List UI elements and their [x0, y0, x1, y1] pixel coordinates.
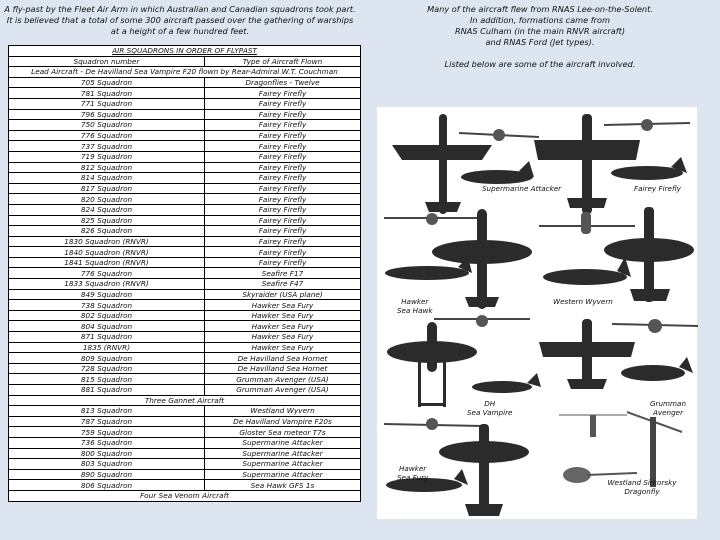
squadron-cell: 796 Squadron [9, 109, 205, 120]
table-row [9, 427, 361, 438]
label-hawker-sea-fury: Hawker Sea Fury [397, 464, 429, 482]
table-row [9, 342, 361, 353]
supermarine-attacker-side-icon [459, 159, 539, 187]
table-row [9, 363, 361, 374]
table-row [9, 98, 361, 109]
label-hawker-sea-hawk: Hawker Sea Hawk [397, 297, 433, 315]
aircraft-cell: Dragonflies - Twelve [205, 77, 361, 88]
squadron-cell: 1833 Squadron (RNVR) [9, 279, 205, 290]
table-row [9, 310, 361, 321]
fairey-firefly-side-icon [607, 155, 692, 185]
squadron-cell: 806 Squadron [9, 480, 205, 491]
aircraft-cell: Grumman Avenger (USA) [205, 385, 361, 396]
squadron-cell: 1840 Squadron (RNVR) [9, 247, 205, 258]
aircraft-cell: Supermarine Attacker [205, 459, 361, 470]
column-header-aircraft: Type of Aircraft Flown [205, 56, 361, 67]
squadron-cell: 826 Squadron [9, 226, 205, 237]
table-row [9, 130, 361, 141]
squadron-cell: 803 Squadron [9, 459, 205, 470]
squadron-cell: 825 Squadron [9, 215, 205, 226]
westland-wyvern-side-icon [537, 255, 632, 290]
squadron-table [8, 45, 361, 502]
column-header-squadron: Squadron number [9, 56, 205, 67]
table-row [9, 204, 361, 215]
squadron-cell: 1830 Squadron (RNVR) [9, 236, 205, 247]
aircraft-cell: Supermarine Attacker [205, 437, 361, 448]
aircraft-cell: Sea Hawk GFS 1s [205, 480, 361, 491]
squadron-cell: 849 Squadron [9, 289, 205, 300]
squadron-cell: 728 Squadron [9, 363, 205, 374]
intro-right-text [360, 4, 720, 70]
intro-line: Many of the aircraft flew from RNAS Lee-on-the-Solent. [427, 4, 653, 14]
table-row [9, 109, 361, 120]
venom-row: Four Sea Venom Aircraft [9, 490, 361, 501]
squadron-cell: 776 Squadron [9, 268, 205, 279]
table-row [9, 88, 361, 99]
aircraft-cell: Fairey Firefly [205, 141, 361, 152]
table-row [9, 332, 361, 343]
hawker-sea-hawk-side-icon [382, 255, 477, 285]
table-row [9, 268, 361, 279]
squadron-cell: 871 Squadron [9, 332, 205, 343]
aircraft-cell: Fairey Firefly [205, 173, 361, 184]
table-row [9, 353, 361, 364]
intro-line: It is believed that a total of some 300 aircraft passed over the gathering of warships [6, 15, 354, 25]
aircraft-cell: De Havilland Sea Hornet [205, 353, 361, 364]
aircraft-cell: Fairey Firefly [205, 109, 361, 120]
squadron-cell: 737 Squadron [9, 141, 205, 152]
table-row [9, 151, 361, 162]
aircraft-cell: Fairey Firefly [205, 215, 361, 226]
label-fairey-firefly: Fairey Firefly [634, 184, 681, 193]
intro-line: A fly-past by the Fleet Air Arm in which Australian and Canadian squadrons took part. [4, 4, 356, 14]
squadron-cell: 787 Squadron [9, 416, 205, 427]
dh-sea-vampire-side-icon [467, 371, 547, 401]
squadron-cell: 1835 (RNVR) [9, 342, 205, 353]
table-row [9, 490, 361, 501]
lead-aircraft-row: Lead Aircraft - De Havilland Sea Vampire F20 flown by Rear-Admiral W.T. Couchman [9, 67, 361, 78]
squadron-cell: 890 Squadron [9, 469, 205, 480]
squadron-cell: 802 Squadron [9, 310, 205, 321]
table-row [9, 236, 361, 247]
squadron-cell: 812 Squadron [9, 162, 205, 173]
label-dh-sea-vampire: DH Sea Vampire [467, 399, 513, 417]
aircraft-cell: Hawker Sea Fury [205, 310, 361, 321]
table-row [9, 448, 361, 459]
table-row [9, 77, 361, 88]
squadron-cell: 881 Squadron [9, 385, 205, 396]
squadron-cell: 738 Squadron [9, 300, 205, 311]
aircraft-cell: Gloster Sea meteor T7s [205, 427, 361, 438]
table-title: AIR SQUADRONS IN ORDER OF FLYPAST [9, 46, 361, 57]
intro-line: at a height of a few hundred feet. [110, 26, 250, 36]
squadron-cell: 736 Squadron [9, 437, 205, 448]
squadron-cell: 804 Squadron [9, 321, 205, 332]
intro-line: RNAS Culham (in the main RNVR aircraft) [454, 26, 626, 36]
table-row [9, 194, 361, 205]
table-row [9, 120, 361, 131]
aircraft-cell: Fairey Firefly [205, 226, 361, 237]
intro-line: In addition, formations came from [470, 15, 610, 25]
table-row [9, 416, 361, 427]
fairey-firefly-front-icon [602, 109, 692, 139]
aircraft-cell: Fairey Firefly [205, 98, 361, 109]
table-row [9, 173, 361, 184]
aircraft-cell: Fairey Firefly [205, 130, 361, 141]
squadron-cell: 820 Squadron [9, 194, 205, 205]
supermarine-attacker-front-icon [457, 115, 542, 145]
table-row [9, 247, 361, 258]
aircraft-cell: Fairey Firefly [205, 162, 361, 173]
intro-line: and RNAS Ford (Jet types). [485, 37, 595, 47]
squadron-cell: 750 Squadron [9, 120, 205, 131]
squadron-cell: 771 Squadron [9, 98, 205, 109]
gannet-row: Three Gannet Aircraft [9, 395, 361, 406]
aircraft-cell: Hawker Sea Fury [205, 321, 361, 332]
aircraft-cell: Westland Wyvern [205, 406, 361, 417]
table-row [9, 406, 361, 417]
table-row [9, 141, 361, 152]
table-row [9, 469, 361, 480]
aircraft-cell: Fairey Firefly [205, 183, 361, 194]
table-row [9, 257, 361, 268]
table-row [9, 162, 361, 173]
squadron-cell: 776 Squadron [9, 130, 205, 141]
table-row [9, 385, 361, 396]
aircraft-cell: Hawker Sea Fury [205, 300, 361, 311]
aircraft-cell: Fairey Firefly [205, 257, 361, 268]
squadron-cell: 719 Squadron [9, 151, 205, 162]
table-row [9, 437, 361, 448]
table-row [9, 215, 361, 226]
label-westland-dragonfly: Westland Sirkorsky Dragonfly [607, 478, 677, 496]
aircraft-cell: Skyraider (USA plane) [205, 289, 361, 300]
squadron-cell: 813 Squadron [9, 406, 205, 417]
aircraft-cell: Fairey Firefly [205, 204, 361, 215]
aircraft-cell: Supermarine Attacker [205, 469, 361, 480]
label-supermarine-attacker: Supermarine Attacker [482, 184, 562, 193]
label-grumman-avenger: Grumman Avenger [649, 399, 687, 417]
aircraft-cell: De Havilland Vampire F20s [205, 416, 361, 427]
aircraft-cell: Seafire F47 [205, 279, 361, 290]
table-row [9, 374, 361, 385]
table-row [9, 480, 361, 491]
squadron-cell: 824 Squadron [9, 204, 205, 215]
table-row [9, 321, 361, 332]
squadron-cell: 781 Squadron [9, 88, 205, 99]
aircraft-cell: Grumman Avenger (USA) [205, 374, 361, 385]
label-westland-wyvern: Western Wyvern [553, 297, 613, 306]
table-row [9, 183, 361, 194]
squadron-cell: 705 Squadron [9, 77, 205, 88]
squadron-cell: 800 Squadron [9, 448, 205, 459]
squadron-cell: 817 Squadron [9, 183, 205, 194]
squadron-cell: 1841 Squadron (RNVR) [9, 257, 205, 268]
aircraft-illustration-panel [377, 107, 697, 519]
aircraft-cell: Hawker Sea Fury [205, 342, 361, 353]
aircraft-cell: De Havilland Sea Hornet [205, 363, 361, 374]
squadron-cell: 815 Squadron [9, 374, 205, 385]
table-row [9, 395, 361, 406]
squadron-cell: 814 Squadron [9, 173, 205, 184]
listed-below-text: Listed below are some of the aircraft involved. [444, 59, 636, 69]
aircraft-cell: Fairey Firefly [205, 151, 361, 162]
aircraft-cell: Fairey Firefly [205, 194, 361, 205]
aircraft-cell: Supermarine Attacker [205, 448, 361, 459]
table-row [9, 279, 361, 290]
aircraft-cell: Seafire F17 [205, 268, 361, 279]
aircraft-cell: Fairey Firefly [205, 247, 361, 258]
table-row [9, 459, 361, 470]
aircraft-cell: Hawker Sea Fury [205, 332, 361, 343]
aircraft-cell: Fairey Firefly [205, 236, 361, 247]
table-row [9, 226, 361, 237]
table-row [9, 289, 361, 300]
squadron-cell: 759 Squadron [9, 427, 205, 438]
grumman-avenger-front-icon [610, 312, 700, 342]
aircraft-cell: Fairey Firefly [205, 120, 361, 131]
aircraft-cell: Fairey Firefly [205, 88, 361, 99]
grumman-avenger-side-icon [617, 355, 697, 385]
intro-left-text [0, 4, 360, 37]
squadron-cell: 809 Squadron [9, 353, 205, 364]
table-row [9, 300, 361, 311]
